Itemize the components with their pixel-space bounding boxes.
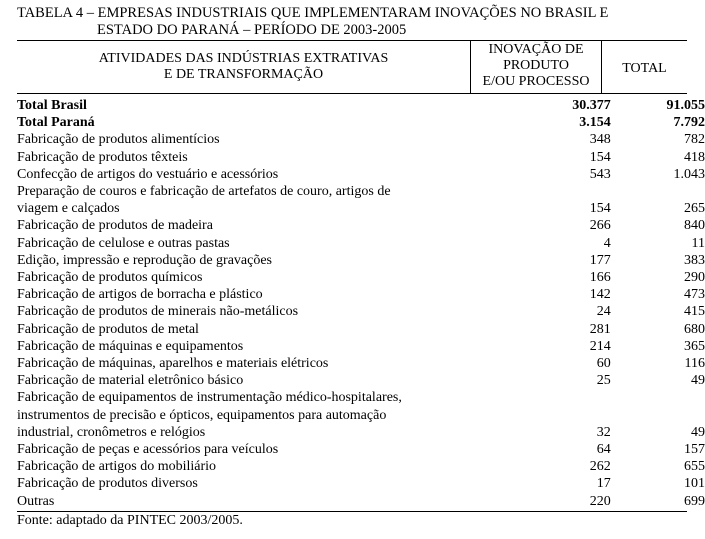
header-activities-line-2: E DE TRANSFORMAÇÃO bbox=[163, 67, 324, 82]
inovacao-value: 25 bbox=[596, 373, 611, 389]
activity-line: Fabricação de produtos têxteis bbox=[17, 149, 188, 165]
activity-line: Fabricação de máquinas, aparelhos e materiais elétricos bbox=[17, 356, 329, 372]
table-title bbox=[17, 5, 608, 38]
table-row bbox=[17, 149, 705, 166]
activity-line: Fabricação de produtos de madeira bbox=[17, 218, 213, 234]
activity-line: Fabricação de produtos de minerais não-metálicos bbox=[17, 304, 299, 320]
activity-line: Total Brasil bbox=[17, 98, 87, 113]
inovacao-value: 266 bbox=[589, 218, 611, 234]
inovacao-value: 64 bbox=[596, 442, 611, 458]
inovacao-value: 17 bbox=[596, 476, 611, 492]
total-value: 11 bbox=[691, 235, 705, 251]
table-row bbox=[17, 372, 705, 389]
inovacao-value: 262 bbox=[589, 459, 611, 475]
total-value: 290 bbox=[684, 270, 705, 286]
header-activities bbox=[17, 51, 470, 83]
activity-line: Total Paraná bbox=[17, 115, 95, 131]
activity-cell bbox=[17, 97, 475, 114]
header-total-label: TOTAL bbox=[622, 61, 667, 76]
data-table bbox=[17, 97, 705, 510]
activity-line: Fabricação de máquinas e equipamentos bbox=[17, 338, 244, 354]
table-row bbox=[17, 217, 705, 234]
inovacao-value: 348 bbox=[589, 132, 611, 148]
total-value: 680 bbox=[684, 321, 705, 337]
table-row bbox=[17, 355, 705, 372]
activity-cell bbox=[17, 252, 475, 269]
inovacao-value: 166 bbox=[589, 270, 611, 286]
activity-cell bbox=[17, 355, 475, 372]
total-value: 782 bbox=[684, 132, 705, 148]
total-value: 265 bbox=[684, 201, 705, 217]
table-row bbox=[17, 338, 705, 355]
table-row bbox=[17, 286, 705, 303]
total-value: 699 bbox=[684, 493, 705, 509]
activity-cell bbox=[17, 235, 475, 252]
activity-cell bbox=[17, 303, 475, 320]
total-value: 1.043 bbox=[673, 166, 705, 182]
inovacao-value: 32 bbox=[596, 424, 611, 440]
table-row bbox=[17, 114, 705, 131]
table-row bbox=[17, 441, 705, 458]
activity-line: Preparação de couros e fabricação de artefatos de couro, artigos de bbox=[17, 184, 391, 200]
table-row bbox=[17, 235, 705, 252]
activity-line: industrial, cronômetros e relógios bbox=[17, 424, 206, 440]
activity-cell bbox=[17, 372, 475, 389]
total-value: 418 bbox=[684, 149, 705, 165]
total-value: 49 bbox=[691, 424, 705, 440]
table-row bbox=[17, 183, 705, 217]
header-bottom-rule bbox=[17, 93, 687, 94]
inovacao-value: 3.154 bbox=[579, 115, 611, 131]
activity-cell bbox=[17, 458, 475, 475]
inovacao-value: 154 bbox=[589, 149, 611, 165]
inovacao-value: 281 bbox=[589, 321, 611, 337]
activity-cell bbox=[17, 166, 475, 183]
inovacao-value: 142 bbox=[589, 287, 611, 303]
inovacao-value: 60 bbox=[596, 356, 611, 372]
activity-line: Fabricação de artigos de borracha e plástico bbox=[17, 287, 263, 303]
total-value: 49 bbox=[691, 373, 705, 389]
activity-cell bbox=[17, 149, 475, 166]
table-row bbox=[17, 475, 705, 492]
total-value: 383 bbox=[684, 252, 705, 268]
activity-line: Fabricação de produtos alimentícios bbox=[17, 132, 220, 148]
activity-line: viagem e calçados bbox=[17, 201, 120, 217]
table-row bbox=[17, 303, 705, 320]
total-value: 7.792 bbox=[673, 115, 705, 131]
activity-cell bbox=[17, 286, 475, 303]
activity-line: Edição, impressão e reprodução de gravações bbox=[17, 252, 272, 268]
activity-line: Fabricação de celulose e outras pastas bbox=[17, 235, 230, 251]
table-row bbox=[17, 269, 705, 286]
header-total bbox=[602, 61, 687, 77]
activity-cell bbox=[17, 217, 475, 234]
inovacao-value: 214 bbox=[589, 338, 611, 354]
total-value: 655 bbox=[684, 459, 705, 475]
activity-cell bbox=[17, 493, 475, 510]
table-row bbox=[17, 166, 705, 183]
header-top-rule bbox=[17, 40, 687, 41]
table-row bbox=[17, 252, 705, 269]
header-inovacao-line-3: E/OU PROCESSO bbox=[482, 74, 590, 89]
header-inovacao-line-1: INOVAÇÃO DE bbox=[488, 42, 584, 57]
table-title-line-2: ESTADO DO PARANÁ – PERÍODO DE 2003-2005 bbox=[97, 21, 407, 38]
activity-line: Fabricação de artigos do mobiliário bbox=[17, 459, 217, 475]
total-value: 365 bbox=[684, 338, 705, 354]
table-row bbox=[17, 493, 705, 510]
inovacao-value: 154 bbox=[589, 201, 611, 217]
activity-cell bbox=[17, 389, 475, 441]
total-value: 415 bbox=[684, 304, 705, 320]
table-row bbox=[17, 458, 705, 475]
total-value: 116 bbox=[684, 356, 705, 372]
activity-line: Outras bbox=[17, 493, 55, 509]
activity-line: Fabricação de produtos químicos bbox=[17, 270, 203, 286]
table-title-line-1: TABELA 4 – EMPRESAS INDUSTRIAIS QUE IMPLEMENTARAM INOVAÇÕES NO BRASIL E bbox=[17, 5, 609, 21]
total-value: 473 bbox=[684, 287, 705, 303]
activity-cell bbox=[17, 269, 475, 286]
inovacao-value: 543 bbox=[589, 166, 611, 182]
inovacao-value: 220 bbox=[589, 493, 611, 509]
table-row bbox=[17, 97, 705, 114]
total-value: 101 bbox=[684, 476, 705, 492]
activity-line: Fabricação de produtos diversos bbox=[17, 476, 198, 492]
activity-cell bbox=[17, 183, 475, 217]
activity-line: Fabricação de peças e acessórios para veículos bbox=[17, 442, 279, 458]
data-table-body bbox=[17, 97, 705, 510]
activity-cell bbox=[17, 114, 475, 131]
activity-cell bbox=[17, 131, 475, 148]
activity-cell bbox=[17, 338, 475, 355]
table-row bbox=[17, 321, 705, 338]
table-row bbox=[17, 389, 705, 441]
total-value: 91.055 bbox=[666, 98, 705, 113]
activity-line: instrumentos de precisão e ópticos, equipamentos para automação bbox=[17, 407, 387, 423]
activity-line: Fabricação de produtos de metal bbox=[17, 321, 199, 337]
total-value: 840 bbox=[684, 218, 705, 234]
activity-line: Fabricação de equipamentos de instrumentação médico-hospitalares, bbox=[17, 390, 402, 406]
activity-cell bbox=[17, 475, 475, 492]
activity-line: Fabricação de material eletrônico básico bbox=[17, 373, 244, 389]
inovacao-value: 24 bbox=[596, 304, 611, 320]
source-note: Fonte: adaptado da PINTEC 2003/2005. bbox=[17, 513, 243, 528]
header-inovacao bbox=[471, 42, 601, 90]
activity-cell bbox=[17, 441, 475, 458]
total-value: 157 bbox=[684, 442, 705, 458]
inovacao-value: 30.377 bbox=[572, 98, 611, 113]
table-row bbox=[17, 131, 705, 148]
inovacao-value: 4 bbox=[603, 235, 611, 251]
activity-cell bbox=[17, 321, 475, 338]
activity-line: Confecção de artigos do vestuário e acessórios bbox=[17, 166, 279, 182]
inovacao-value: 177 bbox=[589, 252, 611, 268]
header-activities-line-1: ATIVIDADES DAS INDÚSTRIAS EXTRATIVAS bbox=[98, 51, 389, 66]
header-inovacao-line-2: PRODUTO bbox=[503, 58, 569, 73]
